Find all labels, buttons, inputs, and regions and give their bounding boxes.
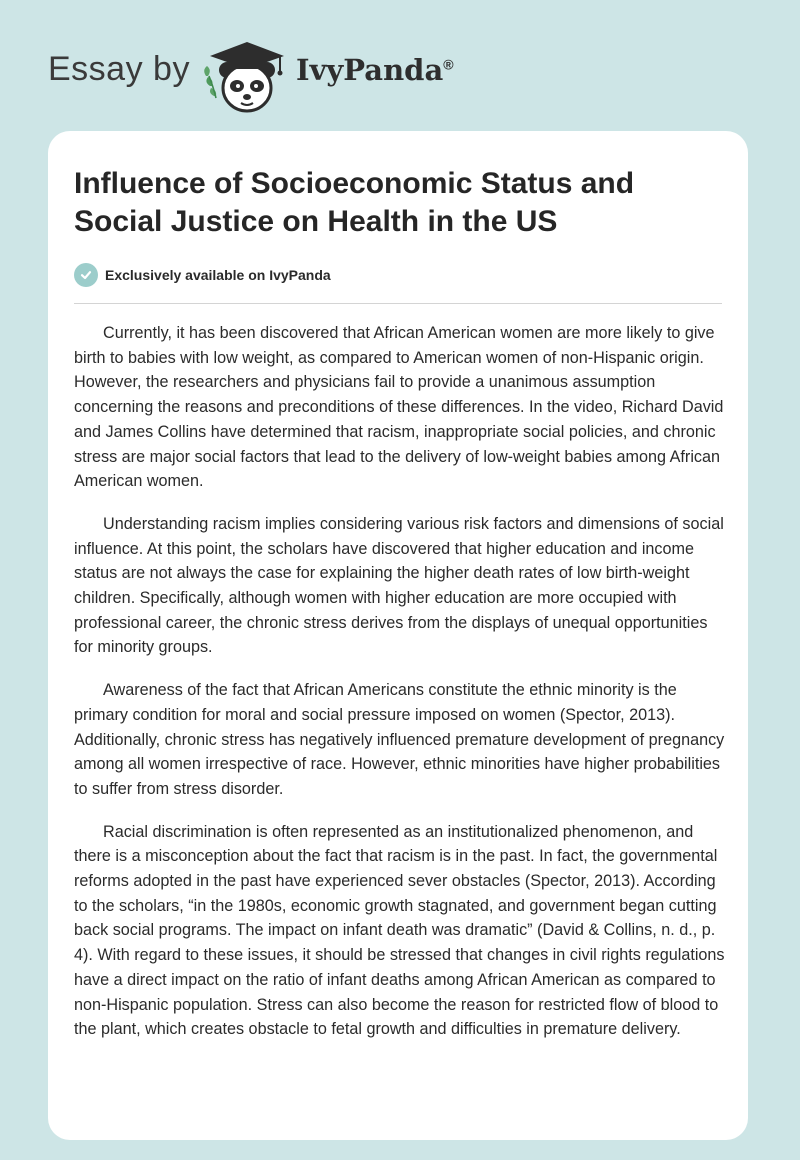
essay-body <box>74 321 726 1060</box>
paragraph: Understanding racism implies considering various risk factors and dimensions of social influence. At this point, the scholars have discovered that higher education and income status are not always the case for explaining the higher death rates of low birth-weight children. Specifically, although women with higher education are more occupied with professional career, the chronic stress derives from the displays of unequal opportunities for minority groups. <box>74 514 724 657</box>
essay-by-label: Essay by <box>48 50 190 88</box>
brand-name[interactable]: IvyPanda® <box>296 53 454 87</box>
paragraph: Currently, it has been discovered that African American women are more likely to give birth to babies with low weight, as compared to American women of non-Hispanic origin. However, the researchers and physicians fail to provide a unanimous assumption concerning the reasons and preconditions of these differences. In the video, Richard David and James Collins have determined that racism, inappropriate social policies, and chronic stress are major social factors that lead to the delivery of low-weight babies among African American women. <box>74 324 724 491</box>
registered-mark: ® <box>443 56 454 73</box>
essay-card <box>48 131 748 1140</box>
page-title: Influence of Socioeconomic Status and Social Justice on Health in the US <box>74 167 635 238</box>
panda-graduate-icon[interactable] <box>200 36 292 116</box>
exclusive-badge <box>74 263 331 287</box>
paragraph: Awareness of the fact that African Americans constitute the ethnic minority is the primary condition for moral and social pressure imposed on women (Spector, 2013). Additionally, chronic stress has negatively influenced premature development of pregnancy among all women irrespective of race. However, ethnic minorities have higher probabilities to suffer from stress disorder. <box>74 681 725 798</box>
check-circle-icon <box>74 263 98 287</box>
site-header <box>0 0 800 130</box>
exclusive-label: Exclusively available on IvyPanda <box>105 267 331 283</box>
paragraph: Racial discrimination is often represented as an institutionalized phenomenon, and there is a misconception about the fact that racism is in the past. In fact, the governmental reforms adopted in the past have experienced sever obstacles (Spector, 2013). According to the scholars, “in the 1980s, economic growth stagnated, and government began cutting back social programs. The impact on infant death was dramatic” (David & Collins, n. d., p. 4). With regard to these issues, it should be stressed that changes in civil rights regulations have a direct impact on the ratio of infant deaths among African American as compared to non-Hispanic population. Stress can also become the reason for restricted flow of blood to the plant, which creates obstacle to fetal growth and difficulties in premature delivery. <box>74 822 725 1039</box>
divider <box>74 303 722 304</box>
